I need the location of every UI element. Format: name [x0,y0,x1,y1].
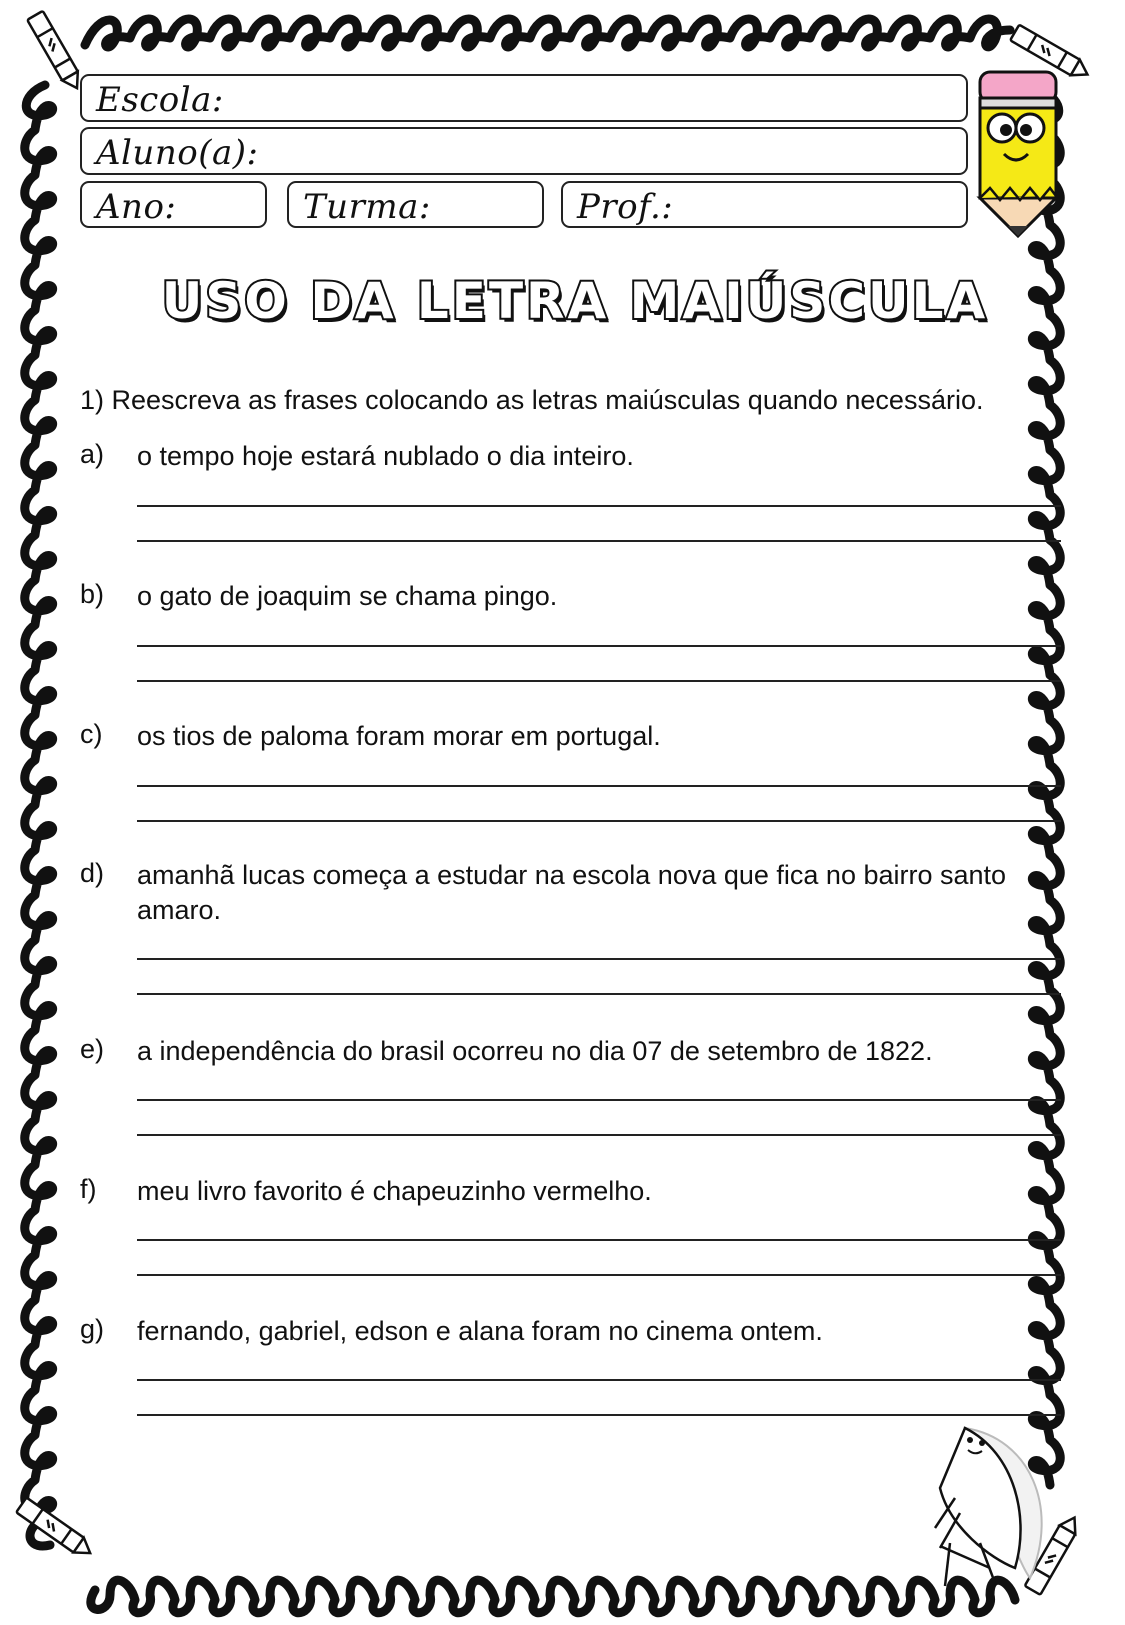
class-field[interactable] [287,181,544,228]
student-label: Aluno(a): [96,133,259,173]
answer-line[interactable] [137,785,1061,787]
class-label: Turma: [303,187,431,227]
title-text: USO DA LETRA MAIÚSCULA [161,272,989,330]
crayon-icon [16,11,1092,1595]
teacher-field[interactable] [561,181,968,228]
answer-line[interactable] [137,1239,1061,1241]
answer-line[interactable] [137,1414,1061,1416]
answer-line[interactable] [137,680,1061,682]
item-letter: a) [80,439,105,469]
item-letter: f) [80,1174,97,1204]
answer-line[interactable] [137,1099,1061,1101]
answer-line[interactable] [137,540,1061,542]
student-field[interactable] [80,127,968,175]
item-letter: c) [80,719,103,749]
pencil-mascot-icon [968,68,1068,243]
answer-line[interactable] [137,1379,1061,1381]
item-sentence: amanhã lucas começa a estudar na escola nova que fica no bairro santo amaro. [137,860,1007,925]
answer-line[interactable] [137,820,1061,822]
item-sentence: meu livro favorito é chapeuzinho vermelho. [137,1176,652,1206]
answer-line[interactable] [137,993,1061,995]
school-field[interactable] [80,74,968,122]
item-sentence: o gato de joaquim se chama pingo. [137,581,558,611]
answer-line[interactable] [137,1274,1061,1276]
item-letter: g) [80,1314,105,1344]
teacher-label: Prof.: [577,187,674,227]
answer-line[interactable] [137,645,1061,647]
worksheet-title [0,272,1125,330]
item-letter: e) [80,1034,105,1064]
school-label: Escola: [96,80,224,120]
item-sentence: o tempo hoje estará nublado o dia inteiro. [137,441,634,471]
item-sentence: os tios de paloma foram morar em portugal. [137,721,661,751]
year-field[interactable] [80,181,267,228]
item-letter: b) [80,579,105,609]
instruction-text: 1) Reescreva as frases colocando as letras maiúsculas quando necessário. [80,385,984,415]
answer-line[interactable] [137,1134,1061,1136]
item-sentence: a independência do brasil ocorreu no dia 07 de setembro de 1822. [137,1036,933,1066]
item-letter: d) [80,858,105,888]
year-label: Ano: [96,187,177,227]
crescent-moon-mascot-icon [920,1418,1070,1593]
item-sentence: fernando, gabriel, edson e alana foram no cinema ontem. [137,1316,823,1346]
answer-line[interactable] [137,958,1061,960]
answer-line[interactable] [137,505,1061,507]
